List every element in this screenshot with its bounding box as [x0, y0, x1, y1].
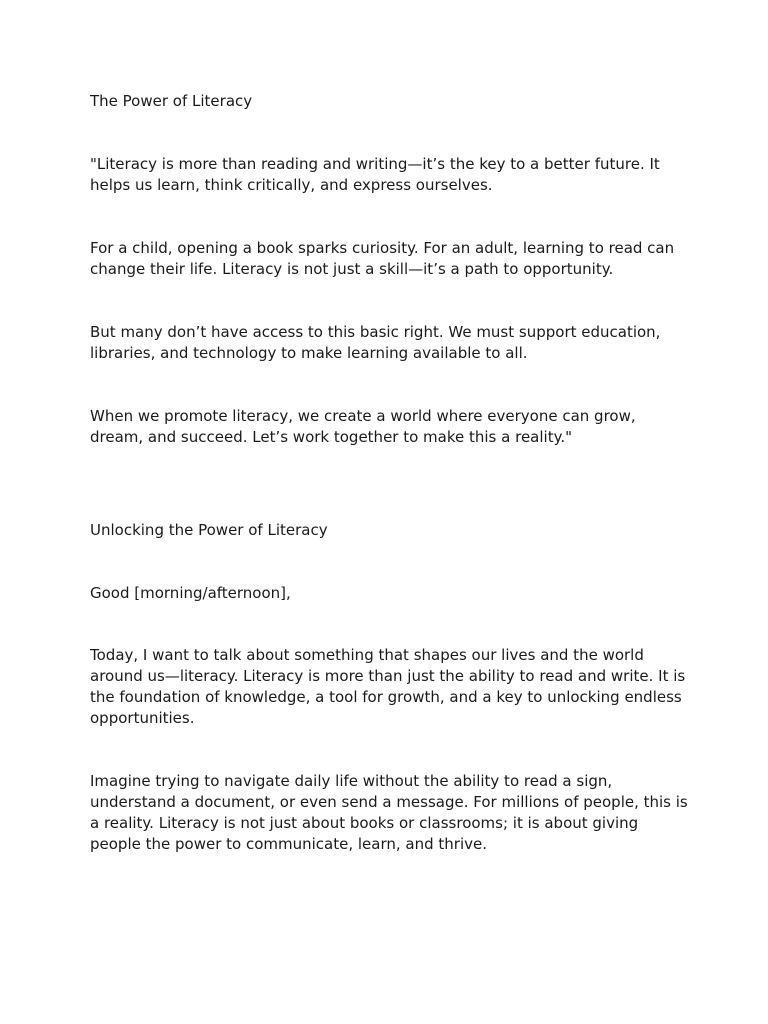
speech-title: Unlocking the Power of Literacy: [90, 521, 328, 539]
document-title: The Power of Literacy: [90, 92, 253, 110]
paragraph: But many don’t have access to this basic right. We must support education, libraries, and technology to make learning available to all.: [90, 323, 661, 362]
paragraph: Today, I want to talk about something that shapes our lives and the world around us—literacy. Literacy is more than just the ability to read and write. It is the foundation of knowledge, a tool for growth, and a key to unlocking endless opportunities.: [90, 646, 686, 727]
document-page: [90, 91, 690, 897]
paragraph: "Literacy is more than reading and writing—it’s the key to a better future. It helps us learn, think critically, and express ourselves.: [90, 155, 660, 194]
paragraph: Imagine trying to navigate daily life without the ability to read a sign, understand a document, or even send a message. For millions of people, this is a reality. Literacy is not just about books or classrooms; it is about giving people the power to communicate, learn, and thrive.: [90, 772, 688, 853]
paragraph: When we promote literacy, we create a world where everyone can grow, dream, and succeed. Let’s work together to make this a reality.": [90, 407, 636, 446]
greeting: Good [morning/afternoon],: [90, 584, 291, 602]
paragraph: For a child, opening a book sparks curiosity. For an adult, learning to read can change their life. Literacy is not just a skill—it’s a path to opportunity.: [90, 239, 675, 278]
